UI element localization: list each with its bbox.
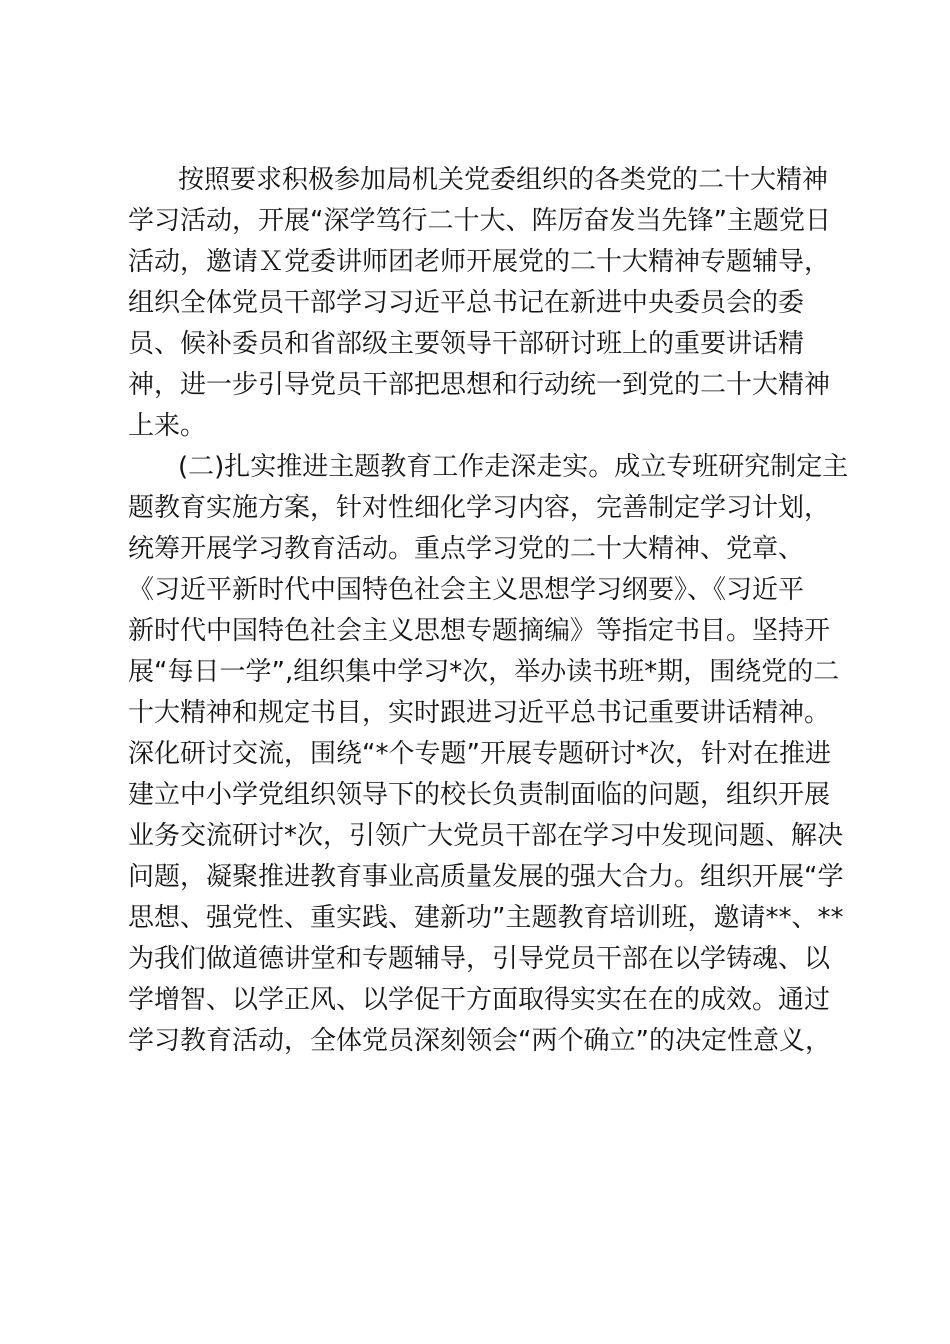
text-line: (二)扎实推进主题教育工作走深走实。成立专班研究制定主	[178, 452, 849, 482]
text-line: 员、候补委员和省部级主要领导干部研讨班上的重要讲话精	[128, 329, 805, 359]
text-line: 深化研讨交流，围绕“*个专题”开展专题研讨*次，针对在推进	[128, 739, 831, 769]
text-line: 上来。	[128, 411, 207, 441]
text-line: 十大精神和规定书目，实时跟进习近平总书记重要讲话精神。	[128, 698, 831, 728]
text-line: 统筹开展学习教育活动。重点学习党的二十大精神、党章、	[128, 534, 805, 564]
text-line: 组织全体党员干部学习习近平总书记在新进中央委员会的委	[128, 288, 805, 318]
text-line: 思想、强党性、重实践、建新功”主题教育培训班，邀请**、**	[128, 903, 844, 933]
text-line: 学习活动，开展“深学笃行二十大、阵厉奋发当先锋”主题党日	[128, 206, 831, 236]
text-line: 新时代中国特色社会主义思想专题摘编》等指定书目。坚持开	[128, 616, 831, 646]
text-line: 题教育实施方案，针对性细化学习内容，完善制定学习计划，	[128, 493, 831, 523]
text-line: 学增智、以学正风、以学促干方面取得实实在在的成效。通过	[128, 985, 831, 1015]
text-line: 神，进一步引导党员干部把思想和行动统一到党的二十大精神	[128, 370, 831, 400]
text-line: 活动，邀请Ｘ党委讲师团老师开展党的二十大精神专题辅导，	[128, 247, 831, 277]
text-line: 问题，凝聚推进教育事业高质量发展的强大合力。组织开展“学	[128, 862, 844, 892]
text-line: 按照要求积极参加局机关党委组织的各类党的二十大精神	[178, 165, 829, 195]
document-body	[128, 160, 849, 1062]
text-line: 为我们做道德讲堂和专题辅导，引导党员干部在以学铸魂、以	[128, 944, 831, 974]
text-line: 学习教育活动，全体党员深刻领会“两个确立”的决定性意义，	[128, 1026, 831, 1056]
text-line: 展“每日一学”,组织集中学习*次，举办读书班*期，围绕党的二	[128, 657, 840, 687]
paragraph-1	[128, 160, 831, 447]
text-line: 《习近平新时代中国特色社会主义思想学习纲要》、《习近平	[128, 575, 805, 605]
text-line: 业务交流研讨*次，引领广大党员干部在学习中发现问题、解决	[128, 821, 844, 851]
paragraph-2	[128, 447, 849, 1062]
text-line: 建立中小学党组织领导下的校长负责制面临的问题，组织开展	[128, 780, 831, 810]
